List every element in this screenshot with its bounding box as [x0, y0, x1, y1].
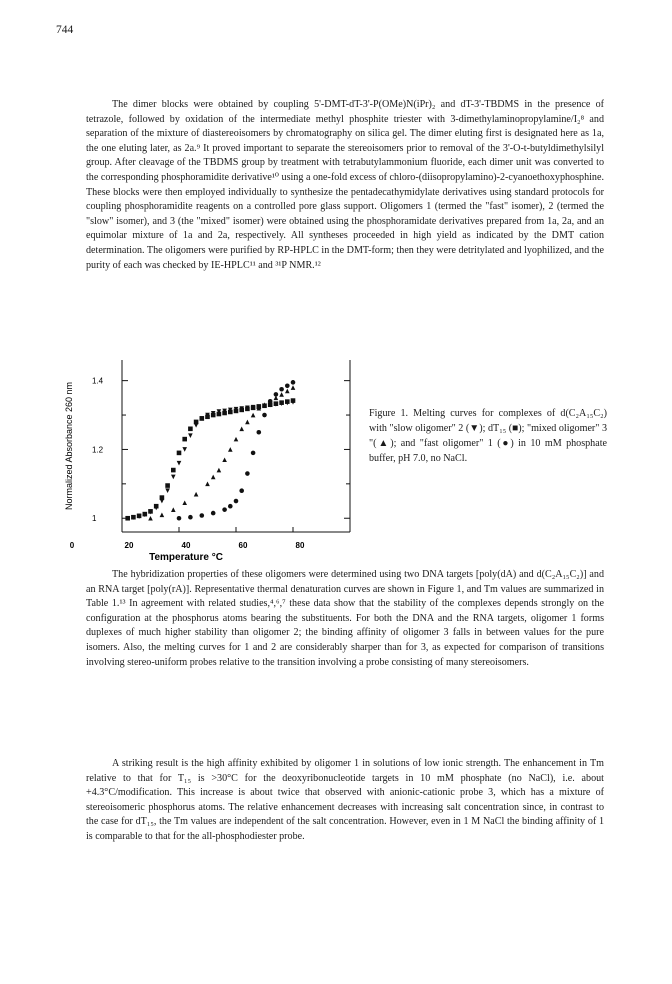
- data-point: [234, 437, 239, 442]
- data-point: [279, 392, 284, 397]
- data-point: [160, 513, 165, 518]
- figure-caption: Figure 1. Melting curves for complexes of d(C₂A₁₅C₂) with "slow oligomer" 2 (▼); dT₁₅ (■); "mixed oligomer" 3 "(▲); and "fast oligomer" 1 (●) in 10 mM phosphate buffer, pH 7.0, no NaCl.: [369, 408, 607, 464]
- x-tick-label: 80: [295, 541, 305, 550]
- data-point: [171, 475, 176, 480]
- data-point: [177, 451, 182, 456]
- paragraph-text: The dimer blocks were obtained by coupling 5'-DMT-dT-3'-P(OMe)N(iPr)₂ and dT-3'-TBDMS in the presence of tetrazole, followed by oxidation of the intermediate methyl phosphite triester with 3-dimethylaminopropylamine/I₂⁸ and separation of the mixture of diastereoisomers by chromatography on silica gel. The dimer eluting first is designated here as 1a, the one eluting later, as 2a.⁹ It proved important to separate the stereoisomers prior to removal of the 3'-O-t-butyldimethylsilyl group. After cleavage of the TBDMS group by treatment with tetrabutylammonium fluoride, each dimer unit was converted to the corresponding phosphoramidite derivative¹⁰ using a one-fold excess of chloro-(diisopropylamino)-2-cyanoethoxyphosphine. These blocks were then employed individually to synthesize the pentadecathymidylate derivatives using standard protocols for coupling phosphoramidite reagents on a controlled pore glass support. Oligomers 1 (termed the "fast" isomer), 2 (termed the "slow" isomer), and 3 (the "mixed" isomer) were obtained using the phosphoramidate derivatives prepared from 1a, 2a, and an equimolar mixture of 1a and 2a, respectively. All syntheses proceeded in high yield as indicated by the DMT cation determination. The oligomers were purified by RP-HPLC in the DMT-form; then they were detritylated and lyophilized, and the purity of each was checked by IE-HPLC¹¹ and ³¹P NMR.¹²: [86, 99, 604, 271]
- data-point: [148, 516, 153, 521]
- melting-curve-chart: [40, 352, 370, 567]
- data-point: [245, 407, 250, 412]
- data-point: [251, 451, 256, 456]
- data-point: [194, 420, 199, 425]
- x-tick-label: 0: [69, 541, 75, 550]
- data-point: [291, 380, 296, 385]
- data-point: [211, 475, 216, 480]
- data-point: [251, 413, 256, 418]
- data-point: [279, 387, 284, 392]
- figure-1: [40, 352, 370, 567]
- data-point: [205, 414, 210, 419]
- data-point: [239, 488, 244, 493]
- data-point: [188, 515, 193, 520]
- data-point: [154, 504, 159, 509]
- x-tick-label: 60: [238, 541, 248, 550]
- data-point: [257, 430, 262, 435]
- data-point: [217, 468, 222, 473]
- data-point: [165, 488, 170, 493]
- body-paragraph-2: [86, 568, 604, 670]
- data-point: [274, 401, 279, 406]
- data-point: [285, 389, 290, 394]
- data-point: [143, 512, 148, 517]
- data-point: [245, 471, 250, 476]
- data-point: [200, 513, 205, 518]
- data-point: [279, 400, 284, 405]
- paragraph-text: A striking result is the high affinity exhibited by oligomer 1 in solutions of low ionic strength. The enhancement in Tm relative to that for T₁₅ is >30°C for the deoxyribonucleotide targets in 10 mM phosphate (no NaCl), i.e. about +4.3°C/modification. This increase is about twice that observed with anionic-cationic probe 3, which has a mixture of stereoisomeric phosphorus atoms. The relative enhancement decreases with increasing salt concentration since, in contrast to the case for dT₁₅, the Tm values are independent of the salt concentration. However, even in 1 M NaCl the binding affinity of 1 is comparable to that for the all-phosphodiester probe.: [86, 758, 604, 842]
- data-point: [222, 411, 227, 416]
- page-number: 744: [56, 24, 74, 36]
- data-point: [205, 482, 210, 487]
- data-point: [177, 461, 182, 466]
- data-point: [268, 399, 273, 404]
- data-point: [182, 437, 187, 442]
- data-point: [228, 447, 233, 452]
- body-paragraph-3: [86, 757, 604, 845]
- x-tick-label: 40: [181, 541, 191, 550]
- data-point: [274, 392, 279, 397]
- x-axis-title: Temperature °C: [149, 552, 223, 563]
- data-point: [234, 499, 239, 504]
- data-point: [200, 416, 205, 421]
- data-point: [188, 427, 193, 432]
- data-point: [177, 516, 182, 521]
- paragraph-text: The hybridization properties of these oligomers were determined using two DNA targets [poly(dA) and d(C₂A₁₅C₂)] and an RNA target [poly(rA)]. Representative thermal denaturation curves are shown in Figure 1, and Tm values are summarized in Table 1.¹³ In agreement with related studies,⁴,⁶,⁷ these data show that the stability of the complexes depends strongly on the configuration at the phosphorus atoms bearing the substituents. For both the DNA and the RNA targets, oligomer 1 forms duplexes of much higher stability than oligomer 2; the binding affinity of oligomer 3 falls in between values for the pure isomers. Also, the melting curves for 1 and 2 are considerably sharper than for 3, as expected for comparison of transitions involving stereo-uniform probes relative to the transition involving a probe consisting of many stereoisomers.: [86, 569, 604, 668]
- data-point: [211, 413, 216, 418]
- data-point: [245, 420, 250, 425]
- data-point: [234, 409, 239, 414]
- data-point: [222, 457, 227, 462]
- data-point: [125, 516, 130, 521]
- y-tick-label: 1: [92, 514, 97, 524]
- data-point: [291, 385, 296, 390]
- data-point: [285, 399, 290, 404]
- y-tick-label: 1.4: [92, 376, 104, 386]
- body-paragraph-1: [86, 98, 604, 273]
- data-point: [251, 406, 256, 411]
- y-tick-label: 1.2: [92, 445, 104, 455]
- data-point: [131, 515, 136, 520]
- data-point: [160, 495, 165, 500]
- data-point: [222, 507, 227, 512]
- data-point: [171, 468, 176, 473]
- data-point: [137, 514, 142, 519]
- data-point: [228, 410, 233, 415]
- data-point: [165, 483, 170, 488]
- data-point: [171, 507, 176, 512]
- data-point: [194, 492, 199, 497]
- data-point: [239, 408, 244, 413]
- data-point: [148, 509, 153, 514]
- data-point: [262, 413, 267, 418]
- data-point: [217, 412, 222, 417]
- data-point: [291, 398, 296, 403]
- y-axis-title: Normalized Absorbance 260 nm: [64, 381, 74, 511]
- data-point: [188, 433, 193, 438]
- data-point: [239, 427, 244, 432]
- data-point: [211, 511, 216, 516]
- data-point: [182, 500, 187, 505]
- data-point: [182, 447, 187, 452]
- data-point: [228, 504, 233, 509]
- x-tick-label: 20: [124, 541, 134, 550]
- data-point: [285, 384, 290, 389]
